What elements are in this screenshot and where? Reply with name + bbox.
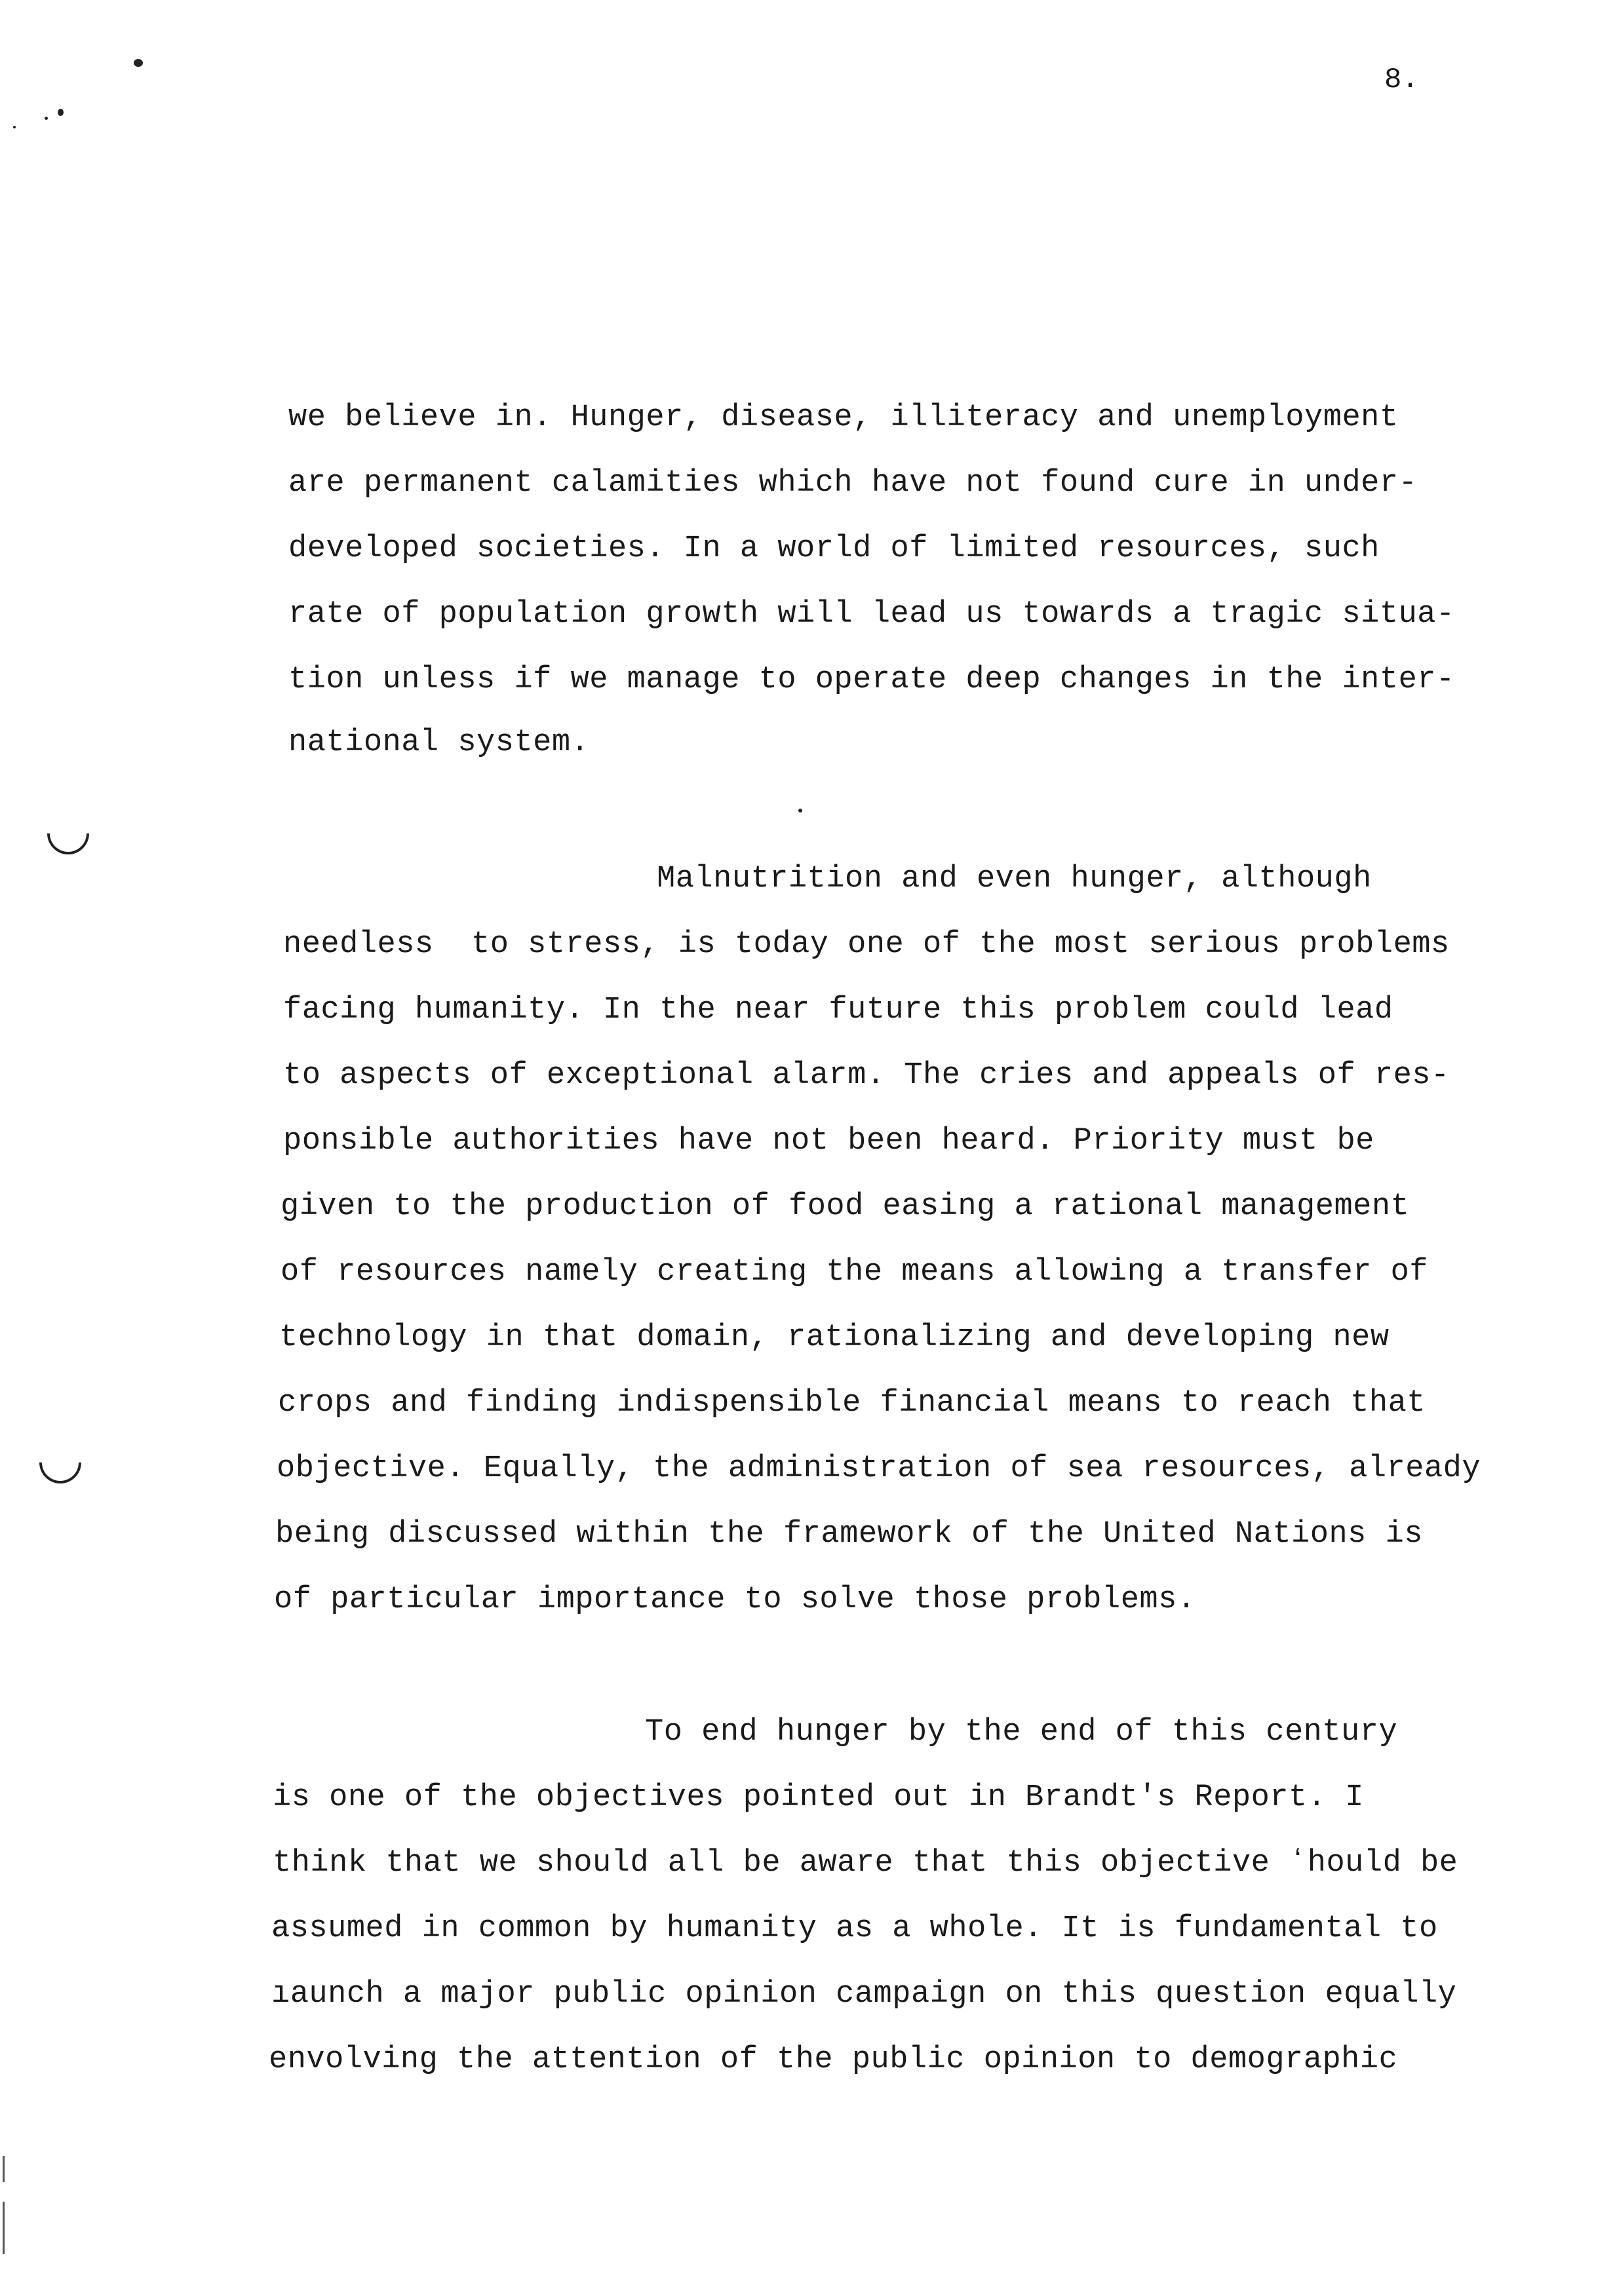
text-line: tion unless if we manage to operate deep changes in the inter- (288, 662, 1455, 697)
text-line: needless to stress, is today one of the most serious problems (283, 927, 1450, 962)
text-line: objective. Equally, the administration of sea resources, already (277, 1451, 1481, 1486)
text-line: crops and finding indispensible financial means to reach that (278, 1386, 1426, 1421)
scan-edge-line (3, 2156, 5, 2182)
text-line: of resources namely creating the means allowing a transfer of (281, 1255, 1428, 1290)
text-line: Malnutrition and even hunger, although (657, 862, 1372, 896)
text-line: to aspects of exceptional alarm. The cries and appeals of res- (283, 1058, 1450, 1093)
text-line: of particular importance to solve those problems. (274, 1582, 1196, 1617)
text-line: being discussed within the framework of the United Nations is (275, 1517, 1423, 1552)
text-line: facing humanity. In the near future this problem could lead (283, 993, 1393, 1027)
text-line: To end hunger by the end of this century (645, 1715, 1398, 1750)
scan-speck (134, 59, 143, 67)
scan-speck (798, 809, 802, 813)
text-line: think that we should all be aware that this objective ʻhould be (273, 1846, 1458, 1881)
page-number: 8. (1384, 64, 1419, 96)
text-line: national system. (288, 725, 590, 760)
scan-edge-line (3, 2202, 5, 2254)
scan-speck (45, 117, 48, 120)
scan-speck (58, 109, 64, 116)
text-line: technology in that domain, rationalizing and developing new (279, 1320, 1390, 1355)
text-line: envolving the attention of the public opinion to demographic (269, 2042, 1398, 2077)
punch-hole-mark (31, 1433, 90, 1493)
text-line: developed societies. In a world of limited resources, such (288, 531, 1380, 566)
text-line: given to the production of food easing a rational management (281, 1189, 1410, 1224)
text-line: assumed in common by humanity as a whole. It is fundamental to (271, 1911, 1438, 1946)
text-line: are permanent calamities which have not found cure in under- (288, 466, 1418, 501)
text-line: ponsible authorities have not been heard. Priority must be (283, 1124, 1374, 1158)
text-line: ıaunch a major public opinion campaign on this question equally (271, 1977, 1457, 2012)
scan-speck (13, 126, 16, 128)
text-line: we believe in. Hunger, disease, illiteracy and unemployment (288, 400, 1399, 435)
punch-hole-mark (39, 804, 98, 864)
text-line: rate of population growth will lead us towards a tragic situa- (288, 597, 1455, 632)
text-line: is one of the objectives pointed out in Brandt's Report. I (273, 1780, 1364, 1815)
